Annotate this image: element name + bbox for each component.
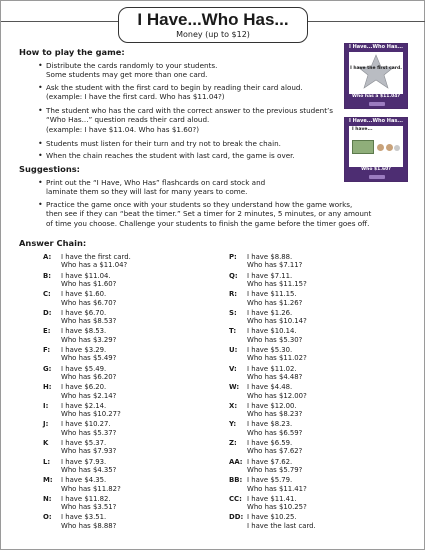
card-top-text: I have...	[352, 127, 373, 132]
answer-chain-item	[229, 272, 369, 289]
answer-line-have: I have $1.26.	[247, 308, 293, 317]
answer-letter: U:	[229, 346, 238, 354]
answer-line-have: I have the first card.	[61, 253, 131, 261]
answer-line-who: Who has $6.20?	[61, 373, 117, 381]
answer-line-have: I have $3.51.	[61, 513, 107, 522]
answer-line-have: I have $6.20.	[61, 383, 107, 392]
answer-chain-item	[43, 346, 183, 363]
bullet-dot: •	[38, 83, 43, 92]
answer-line-who: Who has $8.23?	[247, 410, 303, 419]
answer-line-who: Who has $1.60?	[61, 280, 117, 288]
suggestion-bullet-1	[38, 178, 266, 197]
answer-line-have: I have $12.00.	[247, 401, 297, 410]
answer-line-have: I have $7.62.	[247, 457, 293, 466]
answer-letter: N:	[43, 494, 52, 503]
answer-text	[247, 272, 307, 289]
answer-chain-item	[229, 365, 369, 382]
suggestion-line: then see if they can “beat the timer.” Set a timer for 2 minutes, 5 minutes, or any amount	[46, 209, 372, 219]
answer-text	[61, 365, 116, 382]
answer-text	[247, 290, 302, 307]
answer-letter: J:	[43, 420, 49, 429]
how-to-bullet-2	[38, 83, 303, 102]
card-header: I Have...Who Has...	[349, 118, 403, 124]
answer-text	[247, 458, 302, 475]
how-to-heading: How to play the game:	[19, 47, 125, 57]
answer-line-have: I have $7.11.	[247, 271, 293, 280]
answer-chain-item	[229, 495, 369, 512]
answer-line-who: Who has $10.27?	[61, 410, 121, 419]
answer-letter: I:	[43, 401, 49, 410]
how-to-line: Distribute the cards randomly to your students.	[46, 61, 218, 70]
answer-text	[247, 327, 302, 344]
how-to-bullet-1	[38, 61, 218, 80]
answer-line-who: Who has $10.25?	[247, 503, 307, 512]
answer-line-who: Who has $8.53?	[61, 317, 117, 326]
answer-text	[61, 495, 116, 512]
answer-chain-item	[229, 458, 369, 475]
bullet-dot: •	[38, 139, 43, 148]
answer-line-have: I have $4.35.	[61, 476, 107, 485]
answer-letter: Q:	[229, 271, 238, 280]
answer-chain-item	[229, 327, 369, 344]
answer-letter: T:	[229, 327, 237, 336]
answer-line-who: Who has $3.51?	[61, 503, 117, 512]
answer-chain-item	[229, 290, 369, 307]
answer-text	[247, 365, 302, 382]
answer-line-who: Who has $11.02?	[247, 354, 307, 363]
answer-chain-item	[43, 383, 183, 400]
answer-line-who: Who has $12.00?	[247, 391, 307, 400]
answer-letter: A:	[43, 253, 52, 261]
how-to-line: (example: I have the first card. Who has $11.04?)	[46, 92, 225, 102]
answer-text	[247, 253, 302, 270]
answer-line-who: Who has $6.59?	[247, 428, 303, 437]
answer-text	[61, 290, 116, 307]
suggestion-line: laminate them so they will last for many years to come.	[46, 187, 248, 197]
answer-chain-item	[229, 383, 369, 400]
page-subtitle: Money (up to $12)	[176, 30, 250, 39]
answer-text	[61, 346, 116, 363]
bullet-dot: •	[38, 178, 43, 187]
suggestion-line: Print out the “I Have, Who Has” flashcards on card stock and	[46, 178, 266, 187]
answer-line-who: Who has $4.35?	[61, 466, 117, 474]
answer-letter: P:	[229, 253, 237, 261]
answer-chain-item	[229, 309, 369, 326]
dollar-bill-icon	[352, 140, 374, 154]
card-body-text: I have the first card.	[350, 66, 402, 71]
answer-chain-item	[43, 272, 183, 289]
how-to-bullet-4	[38, 139, 281, 148]
answer-line-have: I have $5.49.	[61, 364, 107, 373]
card-body	[349, 126, 403, 167]
answer-line-have: I have $11.04.	[61, 271, 111, 280]
answer-letter: X:	[229, 401, 238, 410]
answer-letter: B:	[43, 271, 52, 280]
answer-line-have: I have $10.25.	[247, 513, 297, 522]
answer-line-have: I have $8.23.	[247, 420, 293, 429]
answer-line-who: Who has $11.15?	[247, 280, 307, 288]
how-to-line: Ask the student with the first card to begin by reading their card aloud.	[46, 83, 303, 92]
answer-line-have: I have $10.27.	[61, 420, 111, 429]
answer-text	[247, 346, 307, 363]
answer-letter: E:	[43, 327, 51, 336]
answer-line-who: Who has $5.37?	[61, 428, 117, 437]
answer-line-who: Who has $8.88?	[61, 521, 117, 530]
card-id-tab	[369, 175, 385, 179]
answer-letter: Y:	[229, 420, 237, 429]
answer-line-who: Who has $4.48?	[247, 373, 303, 381]
answer-line-who: Who has a $11.04?	[61, 261, 128, 270]
answer-chain-item	[229, 420, 369, 437]
answer-line-who: Who has $5.79?	[247, 466, 303, 474]
answer-line-who: Who has $7.93?	[61, 447, 117, 456]
page-title: I Have...Who Has...	[137, 10, 289, 29]
answer-line-have: I have $8.88.	[247, 253, 293, 261]
answer-chain-item	[43, 420, 183, 437]
answer-letter: O:	[43, 513, 52, 522]
answer-chain-item	[229, 439, 369, 456]
answer-chain-item	[43, 365, 183, 382]
card-id-tab	[369, 102, 385, 106]
answer-chain-item	[43, 402, 183, 419]
answer-line-have: I have $4.48.	[247, 383, 293, 392]
answer-chain-item	[43, 495, 183, 512]
answer-line-have: I have $2.14.	[61, 401, 107, 410]
answer-line-have: I have $6.59.	[247, 439, 293, 447]
answer-line-have: I have $7.93.	[61, 457, 107, 466]
answer-chain-item	[43, 309, 183, 326]
answer-text	[61, 272, 116, 289]
suggestion-line: Practice the game once with your students so they understand how the game works,	[46, 200, 353, 209]
sample-card-first	[344, 43, 408, 109]
answer-letter: G:	[43, 364, 52, 373]
answer-text	[247, 309, 307, 326]
answer-line-have: I have $8.53.	[61, 327, 107, 336]
card-header: I Have...Who Has...	[349, 44, 403, 50]
star-icon	[349, 52, 403, 94]
answer-letter: Z:	[229, 439, 237, 447]
answer-line-who: I have the last card.	[247, 521, 316, 530]
answer-chain-item	[229, 253, 369, 270]
coin-icon	[377, 144, 384, 151]
how-to-line: When the chain reaches the student with last card, the game is over.	[46, 151, 295, 160]
answer-chain-heading: Answer Chain:	[19, 238, 87, 248]
answer-chain-item	[43, 327, 183, 344]
bullet-dot: •	[38, 200, 43, 209]
answer-letter: K	[43, 439, 49, 447]
suggestions-heading: Suggestions:	[19, 164, 80, 174]
answer-chain-item	[43, 290, 183, 307]
answer-chain-item	[229, 346, 369, 363]
answer-line-who: Who has $1.26?	[247, 298, 303, 307]
answer-line-have: I have $6.70.	[61, 308, 107, 317]
how-to-line: Some students may get more than one card.	[46, 70, 208, 80]
answer-letter: CC:	[229, 494, 242, 503]
answer-line-have: I have $5.79.	[247, 476, 293, 485]
answer-letter: L:	[43, 457, 51, 466]
answer-text	[61, 420, 116, 437]
answer-chain-item	[229, 476, 369, 493]
how-to-bullet-3	[38, 106, 334, 134]
answer-line-who: Who has $6.70?	[61, 298, 117, 307]
how-to-line: The student who has the card with the correct answer to the previous student’s	[46, 106, 334, 115]
answer-letter: D:	[43, 308, 52, 317]
answer-letter: AA:	[229, 457, 243, 466]
answer-text	[61, 383, 116, 400]
answer-line-who: Who has $2.14?	[61, 391, 117, 400]
answer-text	[61, 309, 116, 326]
answer-line-have: I have $10.14.	[247, 327, 297, 336]
answer-line-who: Who has $11.82?	[61, 484, 121, 493]
answer-text	[247, 476, 307, 493]
answer-text	[61, 253, 131, 270]
answer-text	[61, 439, 116, 456]
answer-line-have: I have $5.30.	[247, 346, 293, 354]
answer-chain-item	[229, 513, 369, 530]
how-to-line: (example: I have $11.04. Who has $1.60?)	[46, 124, 200, 134]
answer-letter: H:	[43, 383, 52, 392]
answer-letter: V:	[229, 364, 237, 373]
answer-chain-item	[229, 402, 369, 419]
bullet-dot: •	[38, 61, 43, 70]
answer-line-who: Who has $7.62?	[247, 447, 303, 456]
coin-icon	[394, 145, 400, 151]
answer-chain-item	[43, 253, 183, 270]
answer-text	[247, 402, 302, 419]
answer-line-have: I have $1.60.	[61, 290, 107, 299]
answer-text	[61, 458, 116, 475]
answer-letter: F:	[43, 346, 51, 354]
answer-text	[61, 513, 116, 530]
answer-chain-item	[43, 458, 183, 475]
answer-line-have: I have $5.37.	[61, 439, 107, 447]
suggestion-bullet-2	[38, 200, 372, 228]
answer-letter: BB:	[229, 476, 243, 485]
answer-text	[247, 439, 302, 456]
suggestion-line: of time you choose. Challenge your students to finish the game before the timer goes off.	[46, 218, 370, 228]
card-body	[349, 52, 403, 94]
answer-letter: R:	[229, 290, 238, 299]
answer-line-who: Who has $5.49?	[61, 354, 117, 363]
answer-text	[247, 495, 307, 512]
answer-text	[247, 383, 307, 400]
bullet-dot: •	[38, 106, 43, 115]
answer-text	[247, 513, 316, 530]
answer-letter: M:	[43, 476, 53, 485]
answer-line-who: Who has $10.14?	[247, 317, 307, 326]
answer-chain-item	[43, 476, 183, 493]
answer-line-have: I have $11.82.	[61, 494, 111, 503]
answer-letter: DD:	[229, 513, 244, 522]
answer-text	[247, 420, 302, 437]
answer-chain-item	[43, 439, 183, 456]
bullet-dot: •	[38, 151, 43, 160]
answer-line-who: Who has $11.41?	[247, 484, 307, 493]
title-box	[118, 7, 308, 43]
answer-line-have: I have $11.02.	[247, 364, 297, 373]
answer-line-have: I have $3.29.	[61, 346, 107, 354]
sample-card-money	[344, 117, 408, 182]
card-footer: Who has a $11.04?	[352, 94, 400, 99]
how-to-bullet-5	[38, 151, 295, 160]
card-footer: Who $1.60?	[361, 167, 391, 172]
answer-text	[61, 402, 121, 419]
answer-letter: S:	[229, 308, 237, 317]
coin-icon	[386, 144, 393, 151]
answer-line-have: I have $11.41.	[247, 494, 297, 503]
answer-line-who: Who has $7.11?	[247, 261, 303, 270]
answer-text	[61, 476, 121, 493]
answer-letter: W:	[229, 383, 240, 392]
answer-line-have: I have $11.15.	[247, 290, 297, 299]
how-to-line: “Who Has...” question reads their card aloud.	[46, 115, 210, 125]
how-to-line: Students must listen for their turn and try not to break the chain.	[46, 139, 281, 148]
answer-chain-item	[43, 513, 183, 530]
answer-text	[61, 327, 116, 344]
answer-line-who: Who has $3.29?	[61, 335, 117, 344]
answer-letter: C:	[43, 290, 51, 299]
answer-line-who: Who has $5.30?	[247, 335, 303, 344]
